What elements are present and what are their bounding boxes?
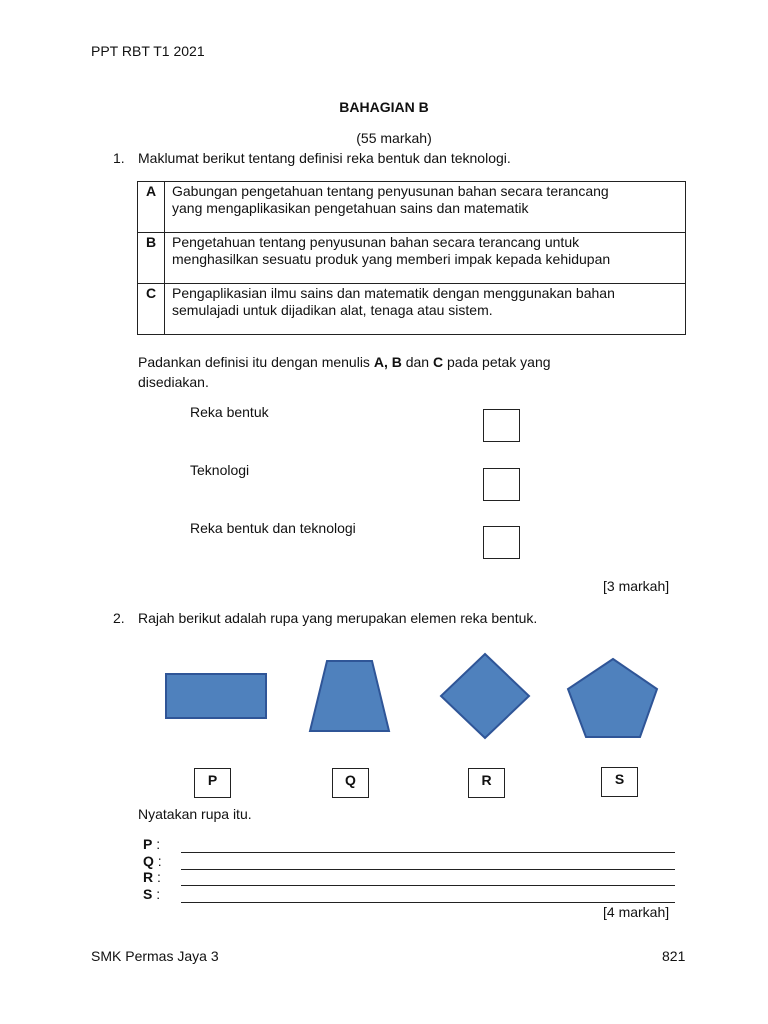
q1-instruction [138,354,551,370]
trapezoid-shape [310,661,389,731]
diamond-shape [441,654,529,738]
definition-text [165,233,686,284]
shape-label-s: S [601,767,638,797]
q2-marks: [4 markah] [603,904,670,920]
answer-line-s[interactable] [181,902,675,903]
answer-line-p[interactable] [181,852,675,853]
definition-line: Gabungan pengetahuan tentang penyusunan bahan secara terancang [172,183,609,199]
pentagon-shape [568,659,657,737]
definition-line: menghasilkan sesuatu produk yang memberi impak kepada kehidupan [172,251,611,267]
instruction-text: dan [401,354,433,370]
answer-box-reka-bentuk[interactable] [483,409,520,442]
q1-number: 1. [113,150,125,166]
footer-school: SMK Permas Jaya 3 [91,948,219,964]
page-header: PPT RBT T1 2021 [91,43,205,59]
shape-label-r: R [468,768,505,798]
section-marks: (55 markah) [356,130,432,146]
q1-prompt: Maklumat berikut tentang definisi reka bentuk dan teknologi. [138,150,511,166]
definition-line: yang mengaplikasikan pengetahuan sains dan matematik [172,200,529,216]
rectangle-shape [166,674,266,718]
definition-line: Pengetahuan tentang penyusunan bahan secara terancang untuk [172,234,580,250]
q2-prompt: Rajah berikut adalah rupa yang merupakan elemen reka bentuk. [138,610,538,626]
match-item-label: Reka bentuk [190,404,269,420]
shape-label-p: P [194,768,231,798]
answer-colon: : [152,836,161,852]
definition-line: Pengaplikasian ilmu sains dan matematik dengan menggunakan bahan [172,285,615,301]
answer-letter: R [143,869,154,885]
q2-instruction: Nyatakan rupa itu. [138,806,252,822]
definition-text [165,182,686,233]
answer-colon: : [153,853,162,869]
match-item-label: Teknologi [190,462,250,478]
answer-box-reka-bentuk-dan-teknologi[interactable] [483,526,520,559]
q1-instruction-line2: disediakan. [138,374,209,390]
definition-letter: A [138,182,165,233]
instruction-text: Padankan definisi itu dengan menulis [138,354,374,370]
letter-a: A, [373,354,388,370]
q2-number: 2. [113,610,125,626]
answer-line-q[interactable] [181,869,675,870]
shapes-figure [0,645,768,765]
definition-row [138,284,686,335]
shape-label-q: Q [332,768,369,798]
answer-label-s [143,886,160,902]
answer-line-r[interactable] [181,885,675,886]
match-item-label: Reka bentuk dan teknologi [190,520,356,536]
q1-marks: [3 markah] [603,578,670,594]
answer-colon: : [153,869,161,885]
section-title: BAHAGIAN B [339,99,429,115]
answer-colon: : [152,886,161,902]
letter-b: B [391,354,402,370]
instruction-text: pada petak yang [443,354,551,370]
answer-label-r [143,869,161,885]
definition-row [138,233,686,284]
answer-box-teknologi[interactable] [483,468,520,501]
definition-letter: B [138,233,165,284]
answer-letter: Q [143,853,154,869]
definition-text [165,284,686,335]
answer-label-p [143,836,160,852]
answer-label-q [143,853,162,869]
answer-letter: S [143,886,153,902]
footer-page-number: 821 [662,948,686,964]
letter-c: C [432,354,444,370]
definition-line: semulajadi untuk dijadikan alat, tenaga atau sistem. [172,302,493,318]
definition-letter: C [138,284,165,335]
definition-table [137,181,686,335]
answer-letter: P [143,836,153,852]
definition-row [138,182,686,233]
